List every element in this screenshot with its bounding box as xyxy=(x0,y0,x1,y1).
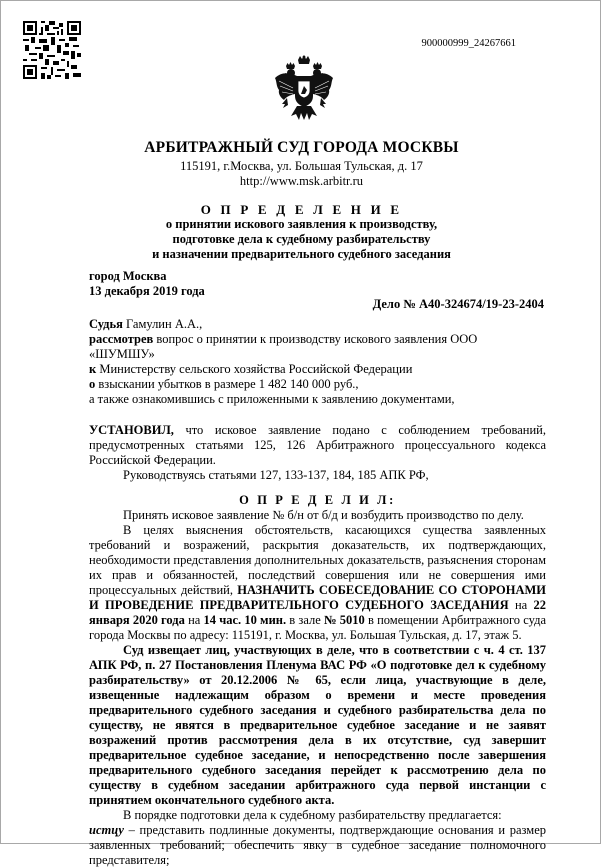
decided-title: О П Р Е Д Е Л И Л: xyxy=(239,493,396,507)
established-text: что исковое заявление подано с соблюдением требований, предусмотренных статьями 125, 126 Арбитражного процессуального кодекса Российской Федерации. xyxy=(89,423,546,467)
schedule-paragraph xyxy=(89,523,546,643)
case-number: Дело № А40-324674/19-23-2404 xyxy=(372,297,544,311)
city: город Москва xyxy=(89,269,167,283)
defendant-line xyxy=(89,362,546,377)
place-and-date xyxy=(89,269,205,299)
hearing-time: 14 час. 10 мин. xyxy=(203,613,287,627)
document-body xyxy=(89,317,546,868)
defendant-text: Министерству сельского хозяйства Российской Федерации xyxy=(96,362,413,376)
coat-of-arms-icon xyxy=(273,54,335,124)
judge-line xyxy=(89,317,546,332)
prep-paragraph: В порядке подготовки дела к судебному разбирательству предлагается: xyxy=(123,808,502,822)
court-address: 115191, г.Москва, ул. Большая Тульская, д. 17 xyxy=(180,159,423,173)
on-word: на xyxy=(508,598,534,612)
established-label: УСТАНОВИЛ, xyxy=(89,423,174,437)
about-label: о xyxy=(89,377,96,391)
document-subject xyxy=(1,217,602,262)
location-text: в помещении Арбитражного суда города Москвы по адресу: 115191, г. Москва, ул. Большая Тульская, д. 17, этаж 5. xyxy=(89,613,546,642)
considered-line xyxy=(89,332,546,362)
subject-line: и назначении предварительного судебного заседания xyxy=(152,247,451,261)
court-name: АРБИТРАЖНЫЙ СУД ГОРОДА МОСКВЫ xyxy=(144,139,459,156)
at-word: на xyxy=(184,613,204,627)
plaintiff-text: – представить подлинные документы, подтверждающие основания и размер заявленных требований; обеспечить явку в судебное заседание полномочного представителя; xyxy=(89,823,546,867)
notice-paragraph xyxy=(89,643,546,808)
clarify-text: В целях выяснения обстоятельств, касающихся существа заявленных требований и возражений, раскрытия доказательств, их подтверждающих, необходимости представления дополнительных доказательств, разъяснения сторонам их прав и обязанностей, последствий совершения или не совершения ими процессуальных действий, xyxy=(89,523,546,597)
hall-word: в зале xyxy=(286,613,324,627)
plaintiff-paragraph xyxy=(89,823,546,868)
hall-number: № 5010 xyxy=(323,613,365,627)
hearing-date: 22 января 2020 года xyxy=(89,598,546,627)
court-website: http://www.msk.arbitr.ru xyxy=(239,174,364,188)
considered-label: рассмотрев xyxy=(89,332,154,346)
subject-line: о принятии искового заявления к производству, xyxy=(165,217,438,231)
subject-line: подготовке дела к судебному разбирательству xyxy=(172,232,431,246)
reviewed-line: а также ознакомившись с приложенными к заявлению документами, xyxy=(89,392,455,406)
notice-text: Суд извещает лиц, участвующих в деле, что в соответствии с ч. 4 ст. 137 АПК РФ, п. 27 Постановления Пленума ВАС РФ «О подготовке дел к судебному разбирательству» от 20.12.2006 № 65, если лица, участвующие в деле, извещенные надлежащим образом о времени и месте проведения предварительного судебного заседания и судебного разбирательства дела по существу, не явятся в предварительное судебное заседание и не заявят возражений против рассмотрения дела в их отсутствие, суд завершит предварительное судебное заседание, и непосредственно после завершения предварительного судебного заседания перейдет к рассмотрению дела по существу в судебном заседании арбитражного суда первой инстанции с принятием окончательного судебного акта. xyxy=(89,643,546,807)
date: 13 декабря 2019 года xyxy=(89,284,205,298)
judge-name: Гамулин А.А., xyxy=(122,317,203,331)
spacer xyxy=(89,407,546,423)
established-paragraph xyxy=(89,423,546,468)
claim-line xyxy=(89,377,546,392)
to-label: к xyxy=(89,362,97,376)
schedule-bold: НАЗНАЧИТЬ СОБЕСЕДОВАНИЕ СО СТОРОНАМИ И ПРОВЕДЕНИЕ ПРЕДВАРИТЕЛЬНОГО СУДЕБНОГО ЗАСЕДАНИЯ xyxy=(89,583,546,612)
claim-text: взыскании убытков в размере 1 482 140 000 руб., xyxy=(95,377,359,391)
document-title: О П Р Е Д Е Л Е Н И Е xyxy=(200,202,403,217)
qr-code-icon xyxy=(23,21,81,79)
spacer xyxy=(89,483,546,493)
document-number: 900000999_24267661 xyxy=(421,38,516,49)
considered-text: вопрос о принятии к производству искового заявления ООО «ШУМШУ» xyxy=(89,332,478,361)
guided-paragraph: Руководствуясь статьями 127, 133-137, 184, 185 АПК РФ, xyxy=(123,468,429,482)
accept-paragraph: Принять исковое заявление № б/н от б/д и возбудить производство по делу. xyxy=(123,508,524,522)
plaintiff-label: истцу xyxy=(89,823,124,837)
judge-label: Судья xyxy=(89,317,123,331)
